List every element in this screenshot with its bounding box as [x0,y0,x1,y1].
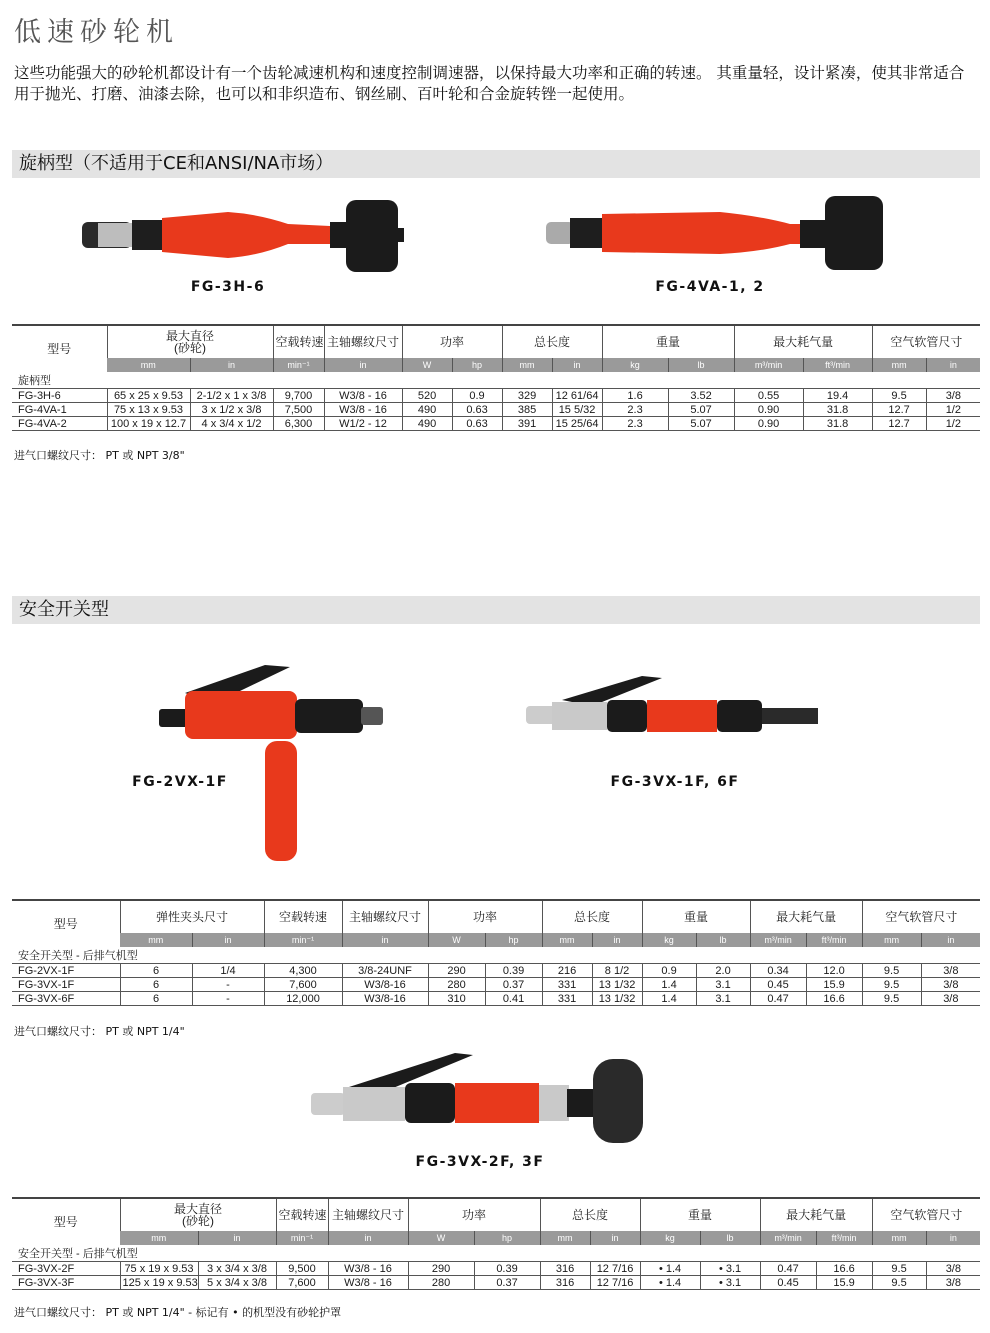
spec-cell: 12.7 [872,417,926,431]
page-title: 低速砂轮机 [14,17,179,48]
unit: hp [485,933,542,947]
unit: ft³/min [803,358,872,372]
spec-cell: 0.37 [474,1276,540,1290]
unit: ft³/min [806,933,862,947]
header-model: 型号 [12,325,107,372]
spec-cell: 0.45 [760,1276,816,1290]
spec-cell: 9.5 [862,964,921,978]
spec-cell: 5.07 [668,417,734,431]
group-label: 安全开关型 - 后排气机型 [12,1245,980,1262]
header-air-consumption: 最大耗气量 [734,325,872,358]
unit: in [921,933,980,947]
unit: in [192,933,264,947]
model-cell: FG-3VX-6F [12,992,120,1006]
unit: in [198,1231,276,1245]
spec-cell: 9.5 [862,978,921,992]
spec-cell: 75 x 19 x 9.53 [120,1262,198,1276]
unit: mm [862,933,921,947]
unit: mm [542,933,592,947]
spec-cell: 2.0 [696,964,750,978]
spec-cell: 490 [402,417,452,431]
caption-fg-3h-6: FG-3H-6 [190,279,266,295]
unit: lb [668,358,734,372]
spec-cell: 4 x 3/4 x 1/2 [190,417,273,431]
unit: m³/min [760,1231,816,1245]
spec-cell: 280 [408,1276,474,1290]
model-cell: FG-3H-6 [12,389,107,403]
spec-cell: 12 7/16 [590,1276,640,1290]
unit: in [190,358,273,372]
header-power: 功率 [402,325,502,358]
spec-cell: 3/8 [926,1262,980,1276]
spec-cell: 1/4 [192,964,264,978]
spec-cell: 2.3 [602,403,668,417]
spec-cell: • 1.4 [640,1276,700,1290]
unit: in [592,933,642,947]
model-cell: FG-3VX-2F [12,1262,120,1276]
tool-image-fg-3vx-1f [522,670,827,745]
spec-cell: 216 [542,964,592,978]
caption-fg-3vx-2f: FG-3VX-2F, 3F [415,1154,545,1170]
spec-cell: 15 5/32 [552,403,602,417]
spec-cell: • 1.4 [640,1262,700,1276]
spec-cell: 75 x 13 x 9.53 [107,403,190,417]
model-cell: FG-2VX-1F [12,964,120,978]
tool-image-fg-3vx-2f [305,1045,655,1145]
unit: W [428,933,485,947]
spec-cell: 280 [428,978,485,992]
header-model: 型号 [12,900,120,947]
unit: min⁻¹ [273,358,324,372]
table-row [12,964,980,978]
spec-cell: W3/8 - 16 [324,403,402,417]
spec-cell: 16.6 [816,1262,872,1276]
spec-cell: 9.5 [872,1276,926,1290]
header-free-speed: 空载转速 [276,1198,328,1231]
caption-fg-2vx-1f: FG-2VX-1F [132,774,228,790]
inlet-note-1: 进气口螺纹尺寸： PT 或 NPT 3/8" [14,449,185,462]
unit: mm [120,1231,198,1245]
spec-cell: 3.52 [668,389,734,403]
spec-cell: 0.90 [734,417,803,431]
unit: hp [474,1231,540,1245]
header-power: 功率 [408,1198,540,1231]
spec-cell: 0.39 [485,964,542,978]
header-length: 总长度 [542,900,642,933]
header-air-consumption: 最大耗气量 [750,900,862,933]
spec-cell: 290 [408,1262,474,1276]
spec-cell: 2-1/2 x 1 x 3/8 [190,389,273,403]
spec-cell: 0.47 [760,1262,816,1276]
spec-cell: 0.90 [734,403,803,417]
unit: kg [640,1231,700,1245]
table-row [12,403,980,417]
header-free-speed: 空载转速 [273,325,324,358]
spec-cell: 12 7/16 [590,1262,640,1276]
spec-cell: 329 [502,389,552,403]
section-heading-swivel: 旋柄型（不适用于CE和ANSI/NA市场） [12,150,980,178]
spec-cell: 100 x 19 x 12.7 [107,417,190,431]
spec-cell: 316 [540,1262,590,1276]
header-spindle-thread: 主轴螺纹尺寸 [342,900,428,933]
spec-cell: 9.5 [872,1262,926,1276]
unit: mm [540,1231,590,1245]
spec-cell: 125 x 19 x 9.53 [120,1276,198,1290]
spec-cell: W3/8-16 [342,978,428,992]
spec-cell: 1.6 [602,389,668,403]
spec-cell: 16.6 [806,992,862,1006]
spec-cell: 391 [502,417,552,431]
spec-cell: 7,600 [264,978,342,992]
spec-cell: 1.4 [642,992,696,1006]
spec-cell: 520 [402,389,452,403]
spec-cell: • 3.1 [700,1276,760,1290]
spec-cell: 5.07 [668,403,734,417]
unit: mm [502,358,552,372]
spec-cell: 290 [428,964,485,978]
spec-cell: 6 [120,978,192,992]
spec-cell: 5 x 3/4 x 3/8 [198,1276,276,1290]
header-max-diameter: 最大直径 (砂轮) [107,325,273,358]
spec-cell: 4,300 [264,964,342,978]
spec-cell: W3/8 - 16 [328,1262,408,1276]
caption-fg-4va: FG-4VA-1, 2 [655,279,765,295]
spec-cell: 9,500 [276,1262,328,1276]
header-max-diameter: 最大直径 (砂轮) [120,1198,276,1231]
header-hose-size: 空气软管尺寸 [862,900,980,933]
unit: in [926,358,980,372]
model-cell: FG-3VX-3F [12,1276,120,1290]
spec-cell: 15.9 [816,1276,872,1290]
header-weight: 重量 [642,900,750,933]
spec-table-swivel [12,324,980,431]
spec-cell: 13 1/32 [592,978,642,992]
header-collet-size: 弹性夹头尺寸 [120,900,264,933]
spec-cell: • 3.1 [700,1262,760,1276]
spec-cell: 3/8 [921,964,980,978]
caption-fg-3vx-1f: FG-3VX-1F, 6F [610,774,740,790]
spec-cell: 7,600 [276,1276,328,1290]
model-cell: FG-4VA-1 [12,403,107,417]
spec-cell: 9.5 [872,389,926,403]
header-spindle-thread: 主轴螺纹尺寸 [324,325,402,358]
header-hose-size: 空气软管尺寸 [872,325,980,358]
spec-cell: 310 [428,992,485,1006]
spec-cell: 6,300 [273,417,324,431]
spec-cell: 1/2 [926,417,980,431]
header-air-consumption: 最大耗气量 [760,1198,872,1231]
unit: kg [602,358,668,372]
group-label: 旋柄型 [12,372,980,389]
spec-cell: 0.39 [474,1262,540,1276]
unit: in [342,933,428,947]
group-label: 安全开关型 - 后排气机型 [12,947,980,964]
unit: m³/min [750,933,806,947]
spec-table-safety-grinder [12,1197,980,1290]
spec-cell: 490 [402,403,452,417]
table-row [12,978,980,992]
spec-cell: 6 [120,992,192,1006]
header-hose-size: 空气软管尺寸 [872,1198,980,1231]
spec-cell: 0.9 [452,389,502,403]
spec-cell: 12 61/64 [552,389,602,403]
model-cell: FG-3VX-1F [12,978,120,992]
spec-cell: 7,500 [273,403,324,417]
spec-cell: 3/8 [926,1276,980,1290]
spec-cell: 8 1/2 [592,964,642,978]
spec-cell: 0.41 [485,992,542,1006]
spec-cell: W3/8-16 [342,992,428,1006]
spec-cell: 0.55 [734,389,803,403]
spec-cell: 31.8 [803,403,872,417]
spec-cell: W3/8 - 16 [324,389,402,403]
table-row [12,389,980,403]
spec-cell: 0.63 [452,417,502,431]
unit: mm [872,1231,926,1245]
unit: mm [872,358,926,372]
spec-cell: 3 x 1/2 x 3/8 [190,403,273,417]
spec-cell: - [192,978,264,992]
spec-cell: 0.9 [642,964,696,978]
spec-cell: 1.4 [642,978,696,992]
spec-cell: 316 [540,1276,590,1290]
spec-cell: - [192,992,264,1006]
unit: in [324,358,402,372]
unit: W [408,1231,474,1245]
unit: in [552,358,602,372]
spec-cell: 6 [120,964,192,978]
spec-cell: 3/8 [926,389,980,403]
unit: lb [700,1231,760,1245]
unit: in [590,1231,640,1245]
spec-cell: W3/8 - 16 [328,1276,408,1290]
header-model: 型号 [12,1198,120,1245]
unit: lb [696,933,750,947]
table-row [12,1276,980,1290]
spec-cell: 0.34 [750,964,806,978]
unit: mm [120,933,192,947]
model-cell: FG-4VA-2 [12,417,107,431]
spec-cell: 0.45 [750,978,806,992]
unit: mm [107,358,190,372]
spec-cell: 3 x 3/4 x 3/8 [198,1262,276,1276]
header-length: 总长度 [540,1198,640,1231]
tool-image-fg-3h-6 [78,192,408,277]
header-free-speed: 空载转速 [264,900,342,933]
spec-cell: W1/2 - 12 [324,417,402,431]
table-row [12,417,980,431]
inlet-note-2: 进气口螺纹尺寸： PT 或 NPT 1/4" [14,1025,185,1038]
spec-cell: 15.9 [806,978,862,992]
header-length: 总长度 [502,325,602,358]
unit: min⁻¹ [264,933,342,947]
spec-cell: 65 x 25 x 9.53 [107,389,190,403]
spec-cell: 0.63 [452,403,502,417]
spec-table-safety [12,899,980,1006]
spec-cell: 13 1/32 [592,992,642,1006]
intro-paragraph: 这些功能强大的砂轮机都设计有一个齿轮减速机构和速度控制调速器，以保持最大功率和正确的转速。 其重量轻，设计紧凑，使其非常适合用于抛光、打磨、油漆去除，也可以和非织造布、钢丝刷、百叶轮和合金旋转锉一起使用。 [14,64,965,103]
unit: W [402,358,452,372]
spec-cell: 9.5 [862,992,921,1006]
spec-cell: 1/2 [926,403,980,417]
header-weight: 重量 [640,1198,760,1231]
unit: min⁻¹ [276,1231,328,1245]
spec-cell: 12.0 [806,964,862,978]
spec-cell: 3/8 [921,978,980,992]
spec-cell: 31.8 [803,417,872,431]
header-power: 功率 [428,900,542,933]
tool-image-fg-2vx-1f [155,655,395,870]
spec-cell: 2.3 [602,417,668,431]
table-row [12,992,980,1006]
unit: m³/min [734,358,803,372]
tool-image-fg-4va [540,190,890,275]
spec-cell: 15 25/64 [552,417,602,431]
unit: ft³/min [816,1231,872,1245]
spec-cell: 12.7 [872,403,926,417]
unit: in [328,1231,408,1245]
spec-cell: 3/8-24UNF [342,964,428,978]
spec-cell: 9,700 [273,389,324,403]
spec-cell: 3.1 [696,978,750,992]
unit: hp [452,358,502,372]
table-row [12,1262,980,1276]
inlet-note-3: 进气口螺纹尺寸： PT 或 NPT 1/4" - 标记有 • 的机型没有砂轮护罩 [14,1306,342,1319]
spec-cell: 3.1 [696,992,750,1006]
spec-cell: 19.4 [803,389,872,403]
unit: kg [642,933,696,947]
spec-cell: 0.37 [485,978,542,992]
spec-cell: 12,000 [264,992,342,1006]
spec-cell: 385 [502,403,552,417]
spec-cell: 3/8 [921,992,980,1006]
spec-cell: 331 [542,992,592,1006]
header-weight: 重量 [602,325,734,358]
header-spindle-thread: 主轴螺纹尺寸 [328,1198,408,1231]
section-heading-safety: 安全开关型 [12,596,980,624]
spec-cell: 331 [542,978,592,992]
spec-cell: 0.47 [750,992,806,1006]
unit: in [926,1231,980,1245]
